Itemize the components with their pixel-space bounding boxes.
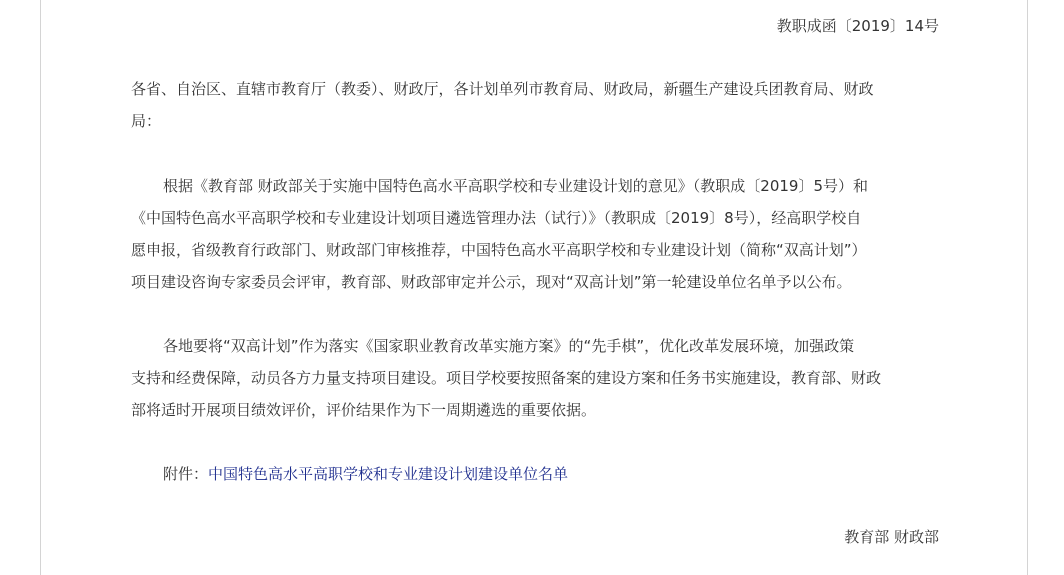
attachment-line <box>163 458 568 490</box>
paragraph-line: 愿申报，省级教育行政部门、财政部门审核推荐，中国特色高水平高职学校和专业建设计划（简称“双高计划”） <box>131 241 867 259</box>
paragraph-line: 根据《教育部 财政部关于实施中国特色高水平高职学校和专业建设计划的意见》（教职成〔2019〕5号）和 <box>163 177 868 195</box>
addressee-line: 各省、自治区、直辖市教育厅（教委）、财政厅，各计划单列市教育局、财政局，新疆生产建设兵团教育局、财政 <box>131 80 874 98</box>
paragraph-line: 各地要将“双高计划”作为落实《国家职业教育改革实施方案》的“先手棋”，优化改革发展环境，加强政策 <box>163 337 855 355</box>
addressee-paragraph <box>131 73 943 137</box>
body-paragraph-1 <box>131 170 943 298</box>
paragraph-line: 项目建设咨询专家委员会评审，教育部、财政部审定并公示，现对“双高计划”第一轮建设单位名单予以公布。 <box>131 273 852 291</box>
attachment-link[interactable]: 中国特色高水平高职学校和专业建设计划建设单位名单 <box>208 465 569 483</box>
paragraph-line: 支持和经费保障，动员各方力量支持项目建设。项目学校要按照备案的建设方案和任务书实施建设，教育部、财政 <box>131 369 882 387</box>
paragraph-line: 部将适时开展项目绩效评价，评价结果作为下一周期遴选的重要依据。 <box>131 401 597 419</box>
addressee-line: 局： <box>131 112 162 130</box>
paragraph-line: 《中国特色高水平高职学校和专业建设计划项目遴选管理办法（试行）》（教职成〔2019〕8号），经高职学校自 <box>131 209 862 227</box>
body-paragraph-2 <box>131 330 943 426</box>
attachment-label: 附件： <box>163 465 209 483</box>
signature: 教育部 财政部 <box>844 528 939 546</box>
document-page <box>40 0 1028 575</box>
document-number: 教职成函〔2019〕14号 <box>776 17 939 35</box>
